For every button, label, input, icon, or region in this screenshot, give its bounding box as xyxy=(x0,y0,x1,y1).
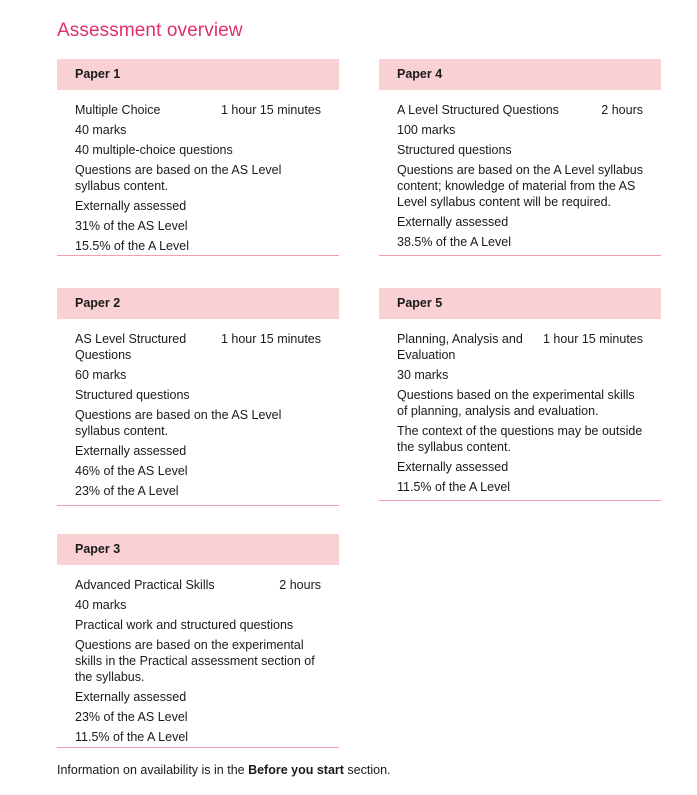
paper-4-assessment-mode: Externally assessed xyxy=(397,215,509,229)
paper-2-a-weighting: 23% of the A Level xyxy=(75,484,179,498)
paper-1-component-name: Multiple Choice xyxy=(75,103,161,117)
paper-4-header: Paper 4 xyxy=(379,59,661,90)
paper-5-content-basis: Questions based on the experimental skills of planning, analysis and evaluation. xyxy=(397,388,635,418)
paper-2-header: Paper 2 xyxy=(57,288,339,319)
paper-5-divider xyxy=(379,500,661,501)
paper-3-marks: 40 marks xyxy=(75,598,127,612)
paper-1-as-weighting: 31% of the AS Level xyxy=(75,219,188,233)
paper-5-card xyxy=(379,288,661,495)
availability-note xyxy=(57,763,391,777)
paper-3-as-weighting: 23% of the AS Level xyxy=(75,710,188,724)
paper-5-header: Paper 5 xyxy=(379,288,661,319)
paper-4-content-basis: Questions are based on the A Level syllabus content; knowledge of material from the AS Level syllabus content will be required. xyxy=(397,163,643,209)
paper-5-component-name: Planning, Analysis and Evaluation xyxy=(397,332,523,362)
availability-note-text: Information on availability is in the xyxy=(57,763,249,777)
availability-note-suffix: section. xyxy=(343,763,391,777)
paper-2-as-weighting: 46% of the AS Level xyxy=(75,464,188,478)
paper-1-marks: 40 marks xyxy=(75,123,127,137)
page-title: Assessment overview xyxy=(57,20,243,41)
paper-1-body xyxy=(57,90,339,254)
paper-4-component-name: A Level Structured Questions xyxy=(397,103,559,117)
paper-3-divider xyxy=(57,747,339,748)
paper-1-a-weighting: 15.5% of the A Level xyxy=(75,239,189,253)
paper-5-duration: 1 hour 15 minutes xyxy=(542,332,643,346)
paper-2-body xyxy=(57,319,339,499)
paper-5-a-weighting: 11.5% of the A Level xyxy=(397,480,511,494)
paper-4-marks: 100 marks xyxy=(397,123,456,137)
paper-2-marks: 60 marks xyxy=(75,368,127,382)
paper-4-duration: 2 hours xyxy=(601,103,643,117)
paper-1-header: Paper 1 xyxy=(57,59,339,90)
paper-2-component-name: AS Level Structured Questions xyxy=(75,332,187,362)
paper-4-card xyxy=(379,59,661,250)
paper-3-question-type: Practical work and structured questions xyxy=(75,618,294,632)
paper-2-question-type: Structured questions xyxy=(75,388,190,402)
paper-5-assessment-mode: Externally assessed xyxy=(397,460,509,474)
paper-2-duration: 1 hour 15 minutes xyxy=(220,332,321,346)
paper-4-body xyxy=(379,90,661,250)
paper-1-content-basis: Questions are based on the AS Level syllabus content. xyxy=(75,163,282,193)
paper-4-a-weighting: 38.5% of the A Level xyxy=(397,235,511,249)
paper-4-question-type: Structured questions xyxy=(397,143,512,157)
paper-1-card xyxy=(57,59,339,254)
paper-3-component-name: Advanced Practical Skills xyxy=(75,578,215,592)
paper-1-divider xyxy=(57,255,339,256)
paper-4-divider xyxy=(379,255,661,256)
paper-3-duration: 2 hours xyxy=(279,578,321,592)
paper-5-context-note: The context of the questions may be outside the syllabus content. xyxy=(397,424,643,454)
paper-3-body xyxy=(57,565,339,745)
paper-1-duration: 1 hour 15 minutes xyxy=(220,103,321,117)
paper-2-card xyxy=(57,288,339,499)
paper-2-content-basis: Questions are based on the AS Level syllabus content. xyxy=(75,408,282,438)
paper-3-content-basis: Questions are based on the experimental skills in the Practical assessment section of the syllabus. xyxy=(75,638,315,684)
paper-1-question-type: 40 multiple-choice questions xyxy=(75,143,233,157)
paper-3-card xyxy=(57,534,339,745)
before-you-start-reference: Before you start xyxy=(248,763,344,777)
paper-5-body xyxy=(379,319,661,495)
paper-5-marks: 30 marks xyxy=(397,368,449,382)
paper-2-divider xyxy=(57,505,339,506)
paper-2-assessment-mode: Externally assessed xyxy=(75,444,187,458)
paper-1-assessment-mode: Externally assessed xyxy=(75,199,187,213)
paper-3-a-weighting: 11.5% of the A Level xyxy=(75,730,189,744)
paper-3-header: Paper 3 xyxy=(57,534,339,565)
paper-3-assessment-mode: Externally assessed xyxy=(75,690,187,704)
